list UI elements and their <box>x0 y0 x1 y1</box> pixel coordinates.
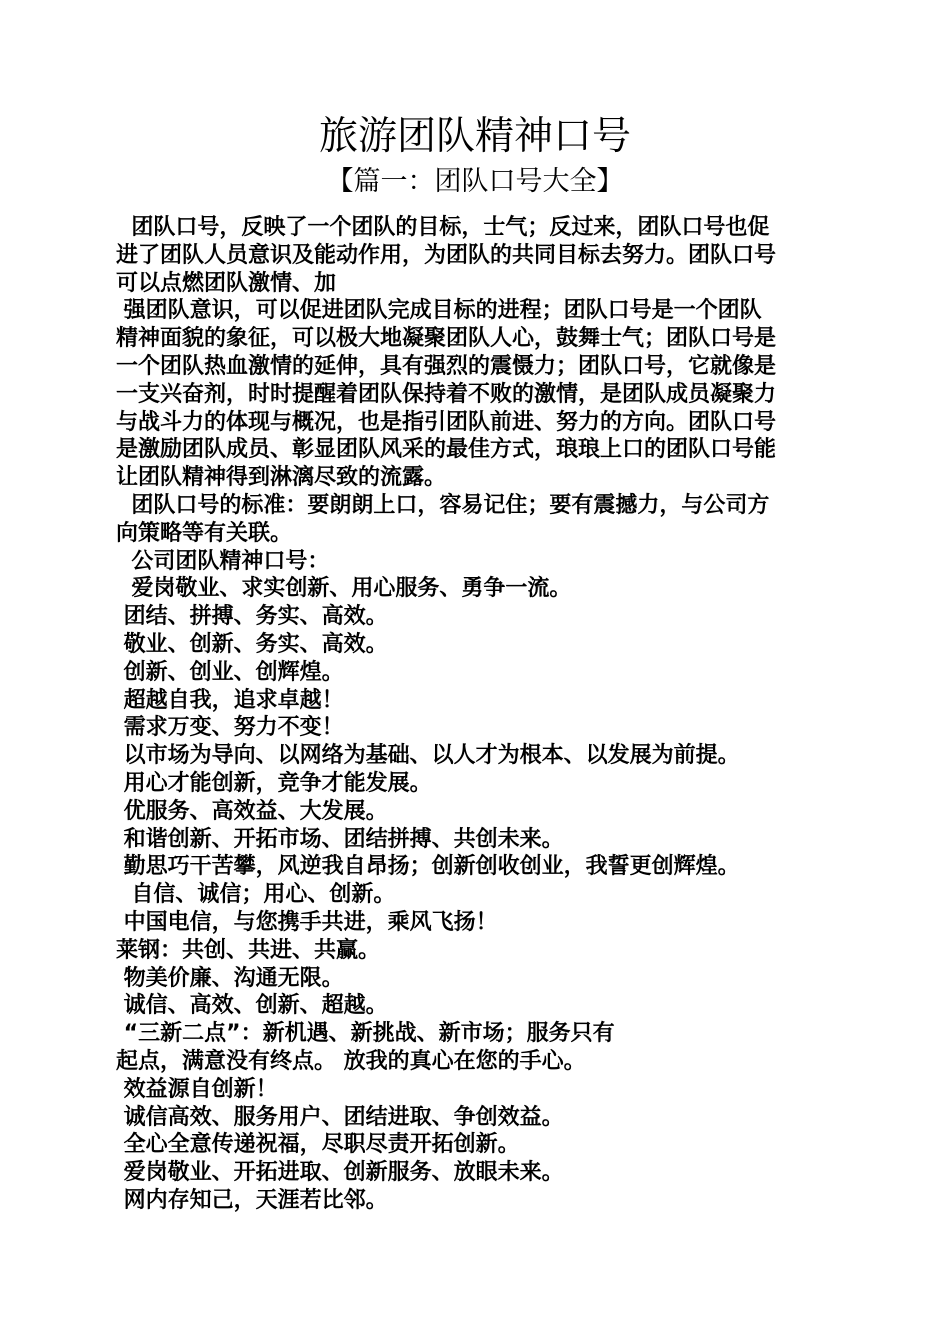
body-line: 敬业、创新、务实、高效。 <box>116 631 388 657</box>
body-line: 让团队精神得到淋漓尽致的流露。 <box>116 465 447 491</box>
body-line: 中国电信，与您携手共进，乘风飞扬！ <box>116 909 498 935</box>
body-line: 和谐创新、开拓市场、团结拼搏、共创未来。 <box>116 826 564 852</box>
body-line: 莱钢：共创、共进、共赢。 <box>116 937 381 963</box>
body-line: 与战斗力的体现与概况，也是指引团队前进、努力的方向。团队口号 <box>116 409 777 435</box>
body-line: 自信、诚信；用心、创新。 <box>116 882 396 908</box>
body-line: 诚信、高效、创新、超越。 <box>116 993 388 1019</box>
body-line: 用心才能创新，竞争才能发展。 <box>116 770 432 796</box>
body-line: 全心全意传递祝福，尽职尽责开拓创新。 <box>116 1132 520 1158</box>
body-line: 需求万变、努力不变！ <box>116 715 344 741</box>
body-line: 诚信高效、服务用户、团结进取、争创效益。 <box>116 1104 564 1130</box>
body-line: 是激励团队成员、彰显团队风采的最佳方式，琅琅上口的团队口号能 <box>116 437 777 463</box>
body-line: 爱岗敬业、开拓进取、创新服务、放眼未来。 <box>116 1160 564 1186</box>
document-subtitle: 【篇一：团队口号大全】 <box>326 166 624 197</box>
body-line: 团结、拼搏、务实、高效。 <box>116 604 388 630</box>
body-line: 公司团队精神口号： <box>116 548 330 574</box>
body-line: 团队口号的标准：要朗朗上口，容易记住；要有震撼力，与公司方 <box>116 492 770 518</box>
body-line: 勤思巧干苦攀，风逆我自昂扬；创新创收创业，我誓更创辉煌。 <box>116 854 740 880</box>
body-line: 创新、创业、创辉煌。 <box>116 659 344 685</box>
body-line: 优服务、高效益、大发展。 <box>116 798 388 824</box>
body-line: 爱岗敬业、求实创新、用心服务、勇争一流。 <box>116 576 572 602</box>
body-line: 团队口号，反映了一个团队的目标，士气；反过来，团队口号也促 <box>116 215 770 240</box>
body-line: 一个团队热血激情的延伸，具有强烈的震慑力；团队口号，它就像是 <box>116 353 777 379</box>
body-line: “三新二点”：新机遇、新挑战、新市场；服务只有 <box>116 1021 615 1047</box>
body-line: 效益源自创新！ <box>116 1076 278 1102</box>
body-line: 物美价廉、沟通无限。 <box>116 965 344 991</box>
body-line: 向策略等有关联。 <box>116 520 293 546</box>
body-line: 一支兴奋剂，时时提醒着团队保持着不败的激情，是团队成员凝聚力 <box>116 381 777 407</box>
body-line: 进了团队人员意识及能动作用，为团队的共同目标去努力。团队口号 <box>116 242 777 268</box>
body-line: 网内存知己，天涯若比邻。 <box>116 1187 388 1213</box>
body-line: 可以点燃团队激情、加 <box>116 270 337 296</box>
body-line: 起点，满意没有终点。 放我的真心在您的手心。 <box>116 1048 586 1074</box>
body-line: 强团队意识，可以促进团队完成目标的进程；团队口号是一个团队 <box>116 298 762 324</box>
document-body <box>116 214 838 1215</box>
body-line: 精神面貌的象征，可以极大地凝聚团队人心，鼓舞士气；团队口号是 <box>116 326 777 352</box>
document-title: 旅游团队精神口号 <box>318 114 631 159</box>
body-line: 以市场为导向、以网络为基础、以人才为根本、以发展为前提。 <box>116 743 740 769</box>
body-line: 超越自我，追求卓越！ <box>116 687 344 713</box>
